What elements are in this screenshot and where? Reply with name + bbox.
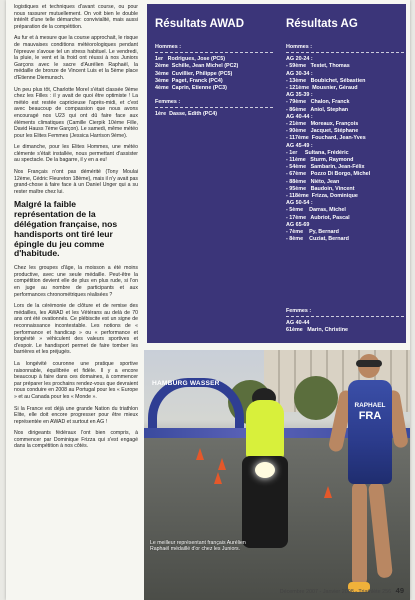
article-paragraph: Si la France est déjà une grande Nation du triathlon Elite, elle doit encore progresser pour être mieux représentée en AWAD et surtout en AG ! xyxy=(14,405,138,425)
results-line: AG 20-24 : xyxy=(286,56,313,63)
trisuit-country: FRA xyxy=(358,410,382,422)
article-paragraph: La longévité couronne une pratique sportive raisonnable, équilibrée et fidèle. Il y a encore beaucoup à faire dans ces domaines, à commencer par préparer les prochains rendez-vous que devraient nous conduire en 2008 au Portugal pour les « Europe » et au Canada pour les « Monde ». xyxy=(14,360,138,400)
awad-results-column xyxy=(155,18,273,119)
article-lead-heading: Malgré la faible représentation de la délégation française, nos handisports ont tiré leur épingle du jeu comme d'habitude. xyxy=(14,199,118,259)
article-column xyxy=(14,4,138,455)
results-line: - 86ème Aniol, Stephan xyxy=(286,106,349,113)
results-line: 3ème Paget, Franck (PC4) xyxy=(155,77,223,84)
traffic-cone xyxy=(218,458,226,470)
page-number: 49 xyxy=(395,586,404,595)
article-paragraph: Chez les groupes d'âge, la moisson a été moins productive, avec une seule médaille. Peut-être la compétition devient elle de plus en plus rude, si l'on en juge au nombre de participants et aux performances chronométriques réalisées ? xyxy=(14,265,138,298)
results-line: AG 50-54 : xyxy=(286,200,313,207)
results-line: - 1er Sultana, Frédéric xyxy=(286,149,349,156)
trisuit-lettering xyxy=(354,402,386,422)
results-line: - 8ème Cuziat, Bernard xyxy=(286,236,349,243)
results-line: - 11ème Sturm, Raymond xyxy=(286,157,354,164)
results-line: - 118ème Frizza, Dominique xyxy=(286,193,358,200)
results-line: 2ème Schille, Jean Michel (PC2) xyxy=(155,63,239,70)
runner-leg xyxy=(352,482,367,586)
headlight xyxy=(255,462,275,478)
results-line: 3ème Cuvillier, Philippe (PC5) xyxy=(155,70,233,77)
ag-women-heading: Femmes : xyxy=(286,308,404,317)
results-line: 4ème Caprin, Etienne (PC3) xyxy=(155,85,227,92)
ag-women-results xyxy=(286,308,404,335)
ag-results-list xyxy=(286,44,404,243)
results-line: AG 65-69 xyxy=(286,221,310,228)
article-paragraph: Nos dirigeants fédéraux l'ont bien compris, à commencer par Dominique Frizza qui s'est engagé dans la compétition à nos côtés. xyxy=(14,430,138,450)
results-line: - 54ème Sambarin, Jean-Félix xyxy=(286,164,365,171)
results-line: - 59ème Testet, Thomas xyxy=(286,63,350,70)
results-line: AG 35-39 : xyxy=(286,92,313,99)
results-line: - 17ème Aubriot, Pascal xyxy=(286,214,350,221)
results-box xyxy=(147,4,406,343)
motorbike-marshal xyxy=(236,400,294,550)
results-line: - 67ème Pozzo Di Borgo, Michel xyxy=(286,171,371,178)
results-line: - 7ème Py, Bernard xyxy=(286,229,339,236)
marshal-vest xyxy=(246,400,284,460)
results-line: - 121ème Mousnier, Géraud xyxy=(286,85,358,92)
results-heading: Femmes : xyxy=(155,99,273,108)
traffic-cone xyxy=(196,448,204,460)
awad-results-title: Résultats AWAD xyxy=(155,18,245,30)
results-line: - 13ème Boubichet, Sébastien xyxy=(286,77,366,84)
page-footer xyxy=(280,586,404,595)
results-line: - 90ème Jacquet, Stéphane xyxy=(286,128,359,135)
results-line: 1er Rodrigues, Jose (PC5) xyxy=(155,56,226,63)
results-line: AG 45-49 : xyxy=(286,142,313,149)
article-paragraph: logistiques et techniques d'avant course, ou pour nous rassurer mutuellement. On voit bien le double intérêt d'une telle démarche: convivialité, mais aussi préparation de la compétition. xyxy=(14,4,138,30)
awad-results-list xyxy=(155,44,273,119)
ag-women-category: AG 40-44 xyxy=(286,320,310,327)
traffic-cone xyxy=(214,472,222,484)
results-line: AG 40-44 : xyxy=(286,113,313,120)
magazine-page xyxy=(6,0,410,600)
results-line: - 79ème Chalon, Franck xyxy=(286,99,350,106)
results-heading: Hommes : xyxy=(286,44,404,53)
triathlete-runner xyxy=(340,354,402,598)
article-paragraph: Au fur et à mesure que la course approchait, le risque de mauvaises conditions météorologiques pendant l'épreuve s'avoue tel un stress habituel. Le vendredi, la pluie, le vent et la froid ont réussi à nos Juniors Garçons avec le sacre d'Aurélien Raphaël, la médaille de bronze de Vincent Luis et la 5ème place d'Etienne Diemunsch. xyxy=(14,35,138,81)
sunglasses-icon xyxy=(356,360,382,367)
sponsor-arch-text: HAMBURG WASSER xyxy=(152,380,220,387)
issue-label: Décembre 2007 - Janvier 2008 - Triathlète 256 xyxy=(279,589,392,595)
results-line: - 95ème Baudoin, Vincent xyxy=(286,185,355,192)
ag-women-result: 61ème Marin, Christine xyxy=(286,327,349,334)
article-paragraph: Nos Français n'ont pas démérité (Tony Moulai 12ème, Cédric Fleureton 18ème), mais il n'y avait pas grand-chose à faire face à un Daniel Unger qui a su rester maître chez lui. xyxy=(14,169,138,195)
trisuit-name: RAPHAEL xyxy=(354,402,386,409)
results-line: - 117ème Fouchard, Jean-Yves xyxy=(286,135,366,142)
ag-results-title: Résultats AG xyxy=(286,18,358,30)
photo-caption: Le meilleur représentant français Aurélien Raphaël médaillé d'or chez les Juniors. xyxy=(150,540,246,553)
results-spacer xyxy=(155,92,273,99)
results-line: 1ère Dasse, Edith (PC4) xyxy=(155,111,218,118)
article-paragraph: Un peu plus tôt, Charlotte Morel s'était classée 9ème chez les Filles : il y avait de quoi être optimiste ! La météo est restée capricieuse l'après-midi, et c'est avec beaucoup de compassion que nous avons encouragé nos U23 qui ont dû faire face aux éléments climatiques (Camille Cierpik 10ème Fille, David Hauss 7ème Garçon). Le samedi, même météo pour les Elites Femmes (Jessica Harrison 9ème). xyxy=(14,86,138,139)
results-line: - 88ème Niéto, Jean xyxy=(286,178,340,185)
results-line: - 21ème Moreaux, François xyxy=(286,121,359,128)
article-paragraph: Le dimanche, pour les Elites Hommes, une météo clémente s'était installée, nous permettant d'assister au spectacle. De la bagarre, il y en a eu! xyxy=(14,144,138,164)
runner-leg xyxy=(368,481,393,578)
results-line: - 5ème Darras, Michel xyxy=(286,207,346,214)
trisuit xyxy=(348,380,392,484)
background-tree xyxy=(294,376,338,420)
article-paragraph: Lors de la cérémonie de clôture et de remise des médailles, les AWAD et les Vétérans au delà de 70 ans ont été ovationnés. Ce plébiscite est un signe de reconnaissance incontestable. Les notions de « performance et handicap » ou « performance et longévité » véhiculent des valeurs sportives et d'espoir. Le handisport permet de faire tomber les barrières et les préjugés. xyxy=(14,303,138,356)
results-line: AG 30-34 : xyxy=(286,70,313,77)
ag-results-column xyxy=(286,18,404,243)
results-heading: Hommes : xyxy=(155,44,273,53)
race-photo xyxy=(144,350,410,600)
traffic-cone xyxy=(324,486,332,498)
